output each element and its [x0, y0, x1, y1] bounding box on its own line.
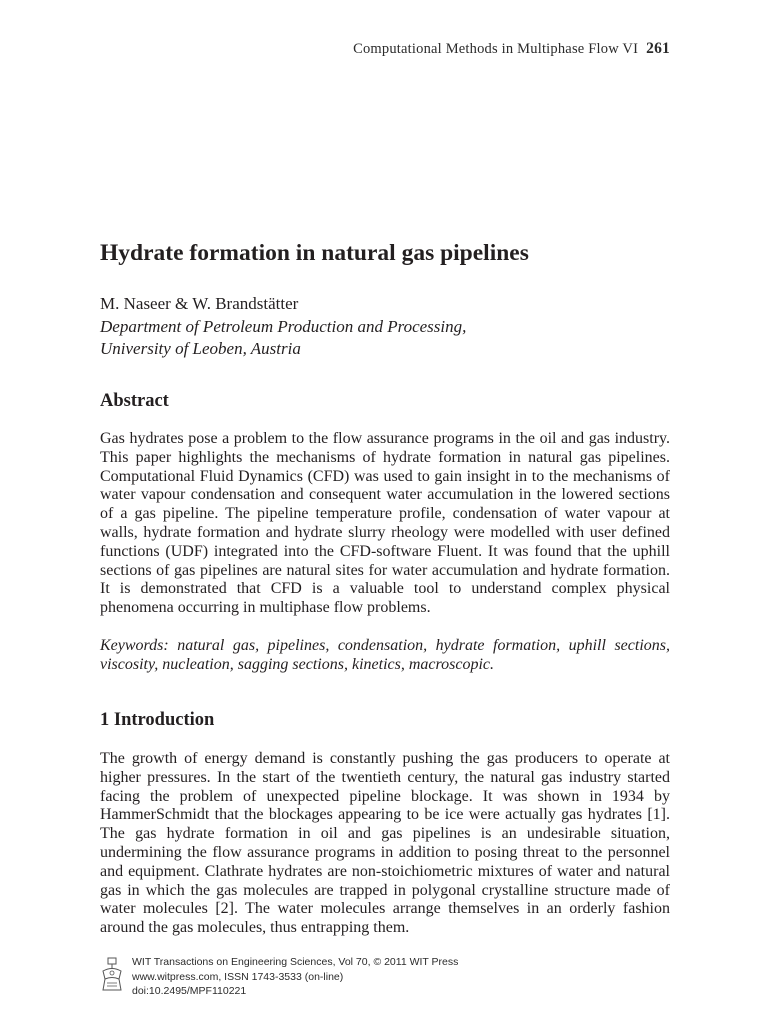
affiliation-line-1: Department of Petroleum Production and Processing,: [100, 317, 467, 336]
footer: [100, 955, 458, 999]
footer-issn-line: www.witpress.com, ISSN 1743-3533 (on-line): [132, 970, 344, 983]
running-head: [353, 40, 670, 58]
footer-doi-line: doi:10.2495/MPF110221: [132, 985, 247, 997]
paper-title: Hydrate formation in natural gas pipelines: [100, 240, 529, 266]
page-number: 261: [646, 40, 670, 57]
introduction-text: The growth of energy demand is constantly pushing the gas producers to operate at higher pressures. In the start of the twentieth century, the natural gas industry started facing the problem of unexpected pipeline blockage. It was shown in 1934 by HammerSchmidt that the blockages appearing to be ice were actually gas hydrates [1]. The gas hydrate formation in oil and gas pipelines is an undesirable situation, undermining the flow assurance programs in addition to posing threat to the personnel and equipment. Clathrate hydrates are non-stoichiometric mixtures of water and natural gas in which the gas molecules are trapped in polygonal crystalline structure made of water molecules [2]. The water molecules arrange themselves in an orderly fashion around the gas molecules, thus entrapping them.: [100, 750, 670, 937]
abstract-heading: Abstract: [100, 391, 169, 411]
authors: M. Naseer & W. Brandstätter: [100, 294, 299, 313]
affiliation-line-2: University of Leoben, Austria: [100, 339, 301, 358]
publisher-logo-icon: [100, 957, 124, 993]
keywords: Keywords: natural gas, pipelines, condensation, hydrate formation, uphill sections, viscosity, nucleation, sagging sections, kinetics, macroscopic.: [100, 637, 670, 673]
abstract-text: Gas hydrates pose a problem to the flow assurance programs in the oil and gas industry. This paper highlights the mechanisms of hydrate formation in natural gas pipelines. Computational Fluid Dynamics (CFD) was used to gain insight in to the mechanisms of water vapour condensation and consequent water accumulation in the lowered sections of a gas pipeline. The pipeline temperature profile, condensation of water vapour at walls, hydrate formation and hydrate slurry rheology were modelled with user defined functions (UDF) integrated into the CFD-software Fluent. It was found that the uphill sections of gas pipelines are natural sites for water accumulation and hydrate formation. It is demonstrated that CFD is a valuable tool to understand complex physical phenomena occurring in multiphase flow problems.: [100, 430, 670, 617]
journal-title: Computational Methods in Multiphase Flow VI: [353, 41, 639, 57]
introduction-heading: 1 Introduction: [100, 710, 215, 730]
footer-journal-line: WIT Transactions on Engineering Sciences, Vol 70, © 2011 WIT Press: [132, 956, 459, 968]
affiliation: [100, 316, 466, 360]
